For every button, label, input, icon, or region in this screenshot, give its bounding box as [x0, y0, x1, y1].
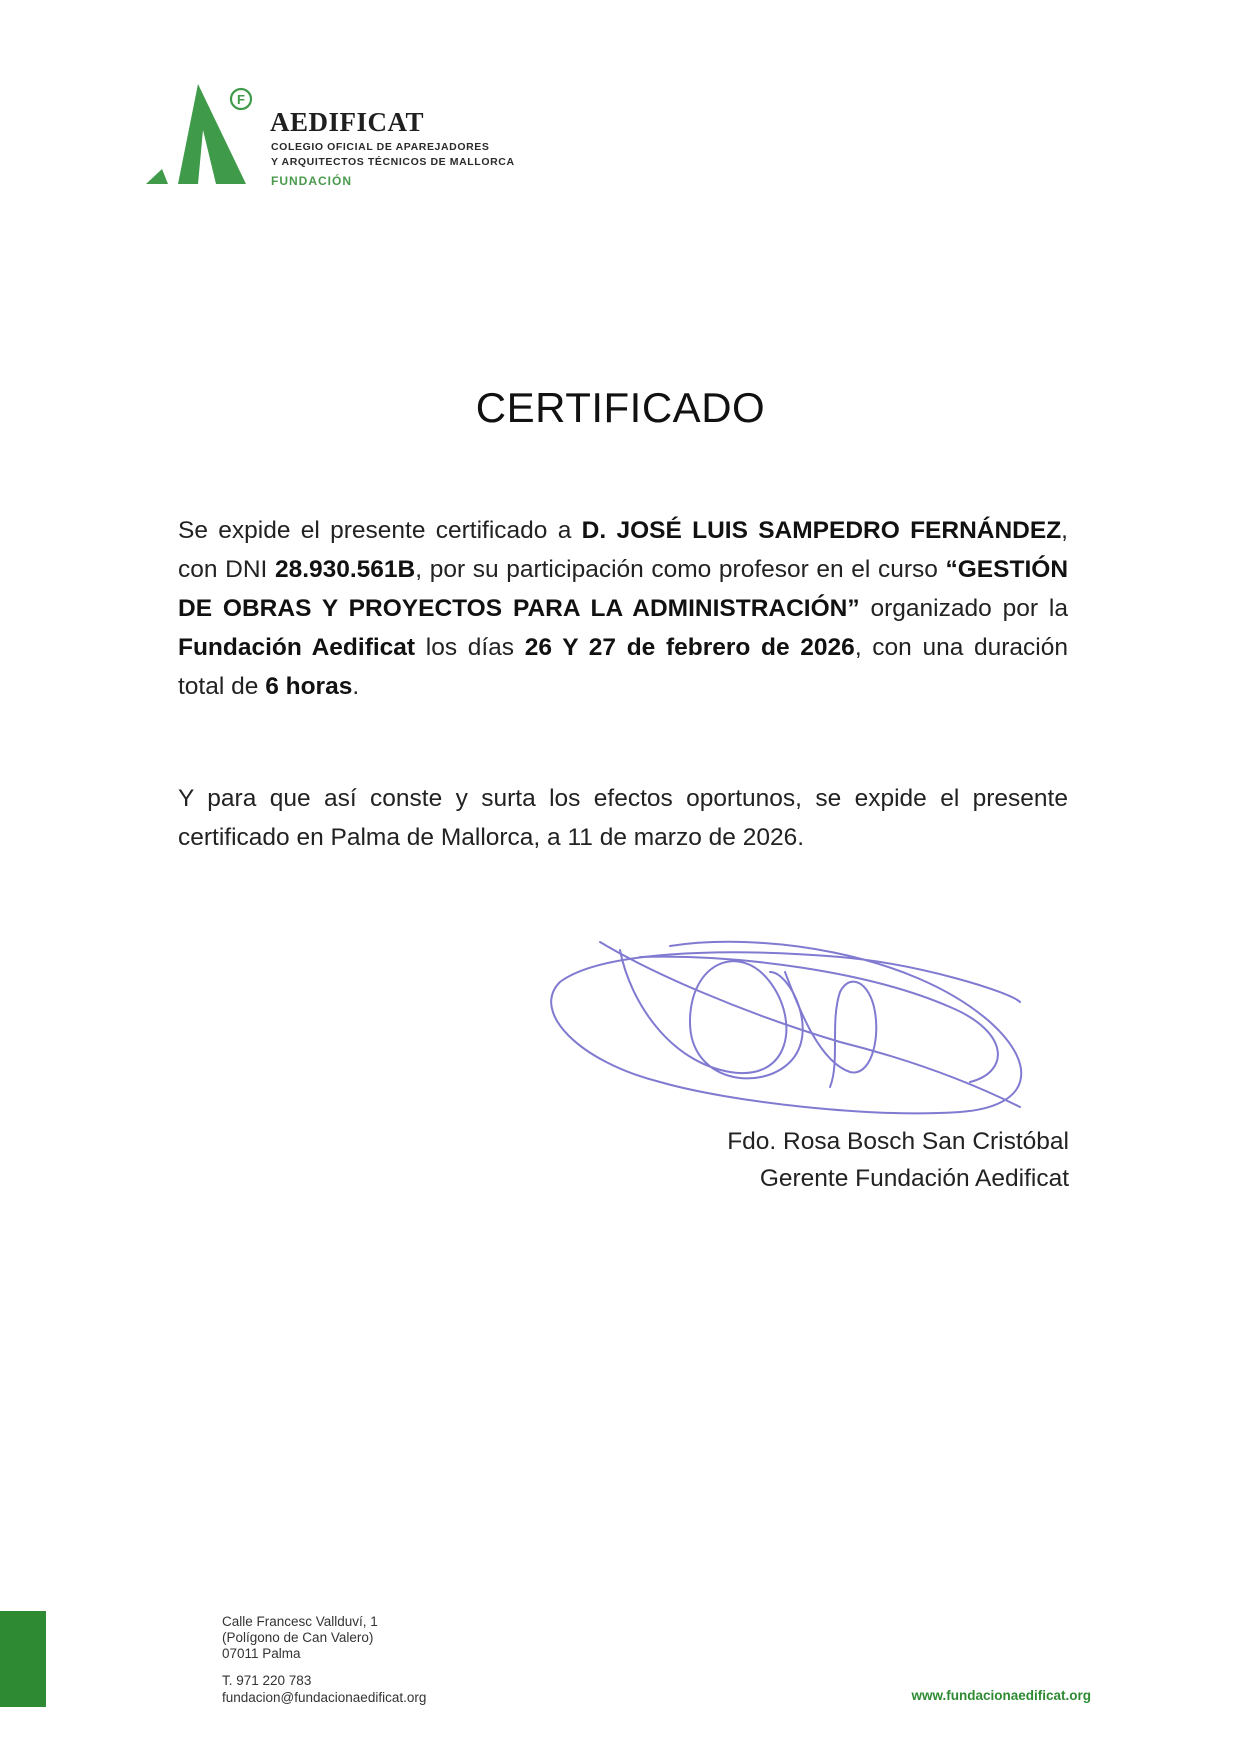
- footer-address-line1: Calle Francesc Vallduví, 1: [222, 1614, 378, 1629]
- aedificat-logo: [146, 82, 526, 192]
- aedificat-a-logo-icon: [146, 82, 266, 192]
- logo-foundation: FUNDACIÓN: [271, 174, 352, 188]
- course-dates: 26 Y 27 de febrero de 2026: [524, 634, 855, 661]
- text: los días: [415, 634, 525, 661]
- certificate-paragraph: [178, 511, 1068, 706]
- logo-badge-letter: F: [237, 92, 245, 107]
- footer-phone: T. 971 220 783: [222, 1673, 312, 1688]
- text: .: [352, 673, 360, 700]
- text: , por su participación como profesor en el curso: [415, 556, 946, 583]
- signer-name: Fdo. Rosa Bosch San Cristóbal: [727, 1128, 1069, 1155]
- footer-email[interactable]: fundacion@fundacionaedificat.org: [222, 1690, 427, 1705]
- recipient-dni: 28.930.561B: [274, 556, 416, 583]
- footer-address-line3: 07011 Palma: [222, 1646, 301, 1661]
- recipient-name: D. JOSÉ LUIS SAMPEDRO FERNÁNDEZ: [581, 517, 1062, 544]
- footer-address-line2: (Polígono de Can Valero): [222, 1630, 374, 1645]
- closing-paragraph: Y para que así conste y surta los efectos oportunos, se expide el presente certificado en Palma de Mallorca, a 11 de marzo de 2026.: [178, 785, 1068, 851]
- organizer: Fundación Aedificat: [178, 634, 416, 661]
- course-name: “GESTIÓN DE OBRAS Y PROYECTOS PARA LA ADMINISTRACIÓN”: [178, 556, 1069, 622]
- signer-title: Gerente Fundación Aedificat: [759, 1165, 1069, 1192]
- text: , con una duración total de: [178, 634, 1068, 700]
- text: , con DNI: [178, 517, 1068, 583]
- footer-green-bar: [0, 1611, 46, 1707]
- footer-website-link[interactable]: www.fundacionaedificat.org: [911, 1688, 1091, 1703]
- logo-subtitle-line2: Y ARQUITECTOS TÉCNICOS DE MALLORCA: [271, 156, 515, 168]
- text: Se expide el presente certificado a: [178, 517, 582, 544]
- document-title: CERTIFICADO: [475, 384, 766, 431]
- handwritten-signature: [540, 912, 1070, 1132]
- course-hours: 6 horas: [265, 673, 353, 700]
- signature-block: [727, 1123, 1069, 1197]
- logo-name: AEDIFICAT: [270, 107, 425, 137]
- logo-subtitle-line1: COLEGIO OFICIAL DE APAREJADORES: [271, 141, 490, 153]
- text: organizado por la: [859, 595, 1068, 622]
